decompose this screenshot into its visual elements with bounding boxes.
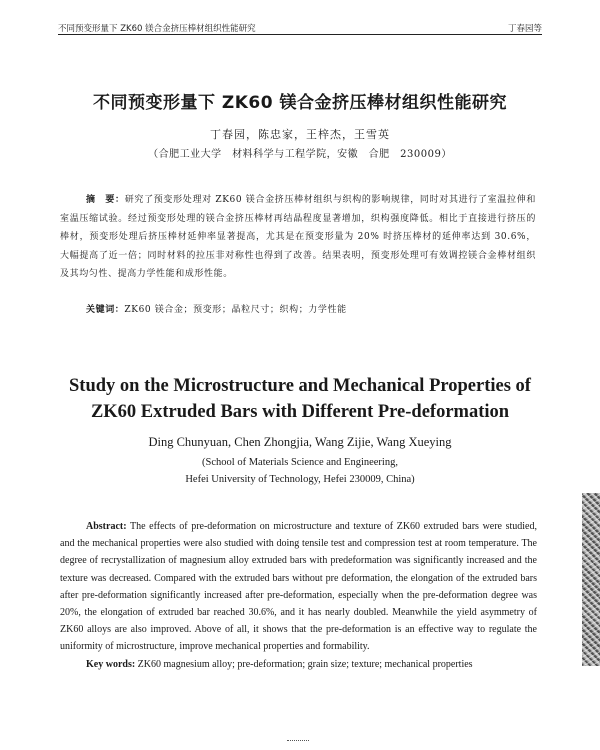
english-title-line1: Study on the Microstructure and Mechanical Properties of: [69, 376, 531, 396]
chinese-keywords: [86, 302, 536, 315]
chinese-keywords-text: ZK60 镁合金；预变形；晶粒尺寸；织构；力学性能: [124, 305, 347, 315]
english-affiliation-line1: (School of Materials Science and Engineering,: [202, 457, 398, 468]
english-abstract-text: The effects of pre-deformation on microstructure and texture of ZK60 extruded bars were studied, and the mechanical properties were also studied with doing tensile test and compression test at room temperature. The degree of recrystallization of magnesium alloy extruded bars with predeformation was significantly increased and the texture was decreased. Compared with the extruded bars without pre deformation, the elongation of the extruded bars after pre-deformation significantly increased after pre-deformation, especially when the pre-deformation degree was 20%, the elongation of extruded bar reached 30.6%, and it has nearly doubled. Meanwhile the yield asymmetry of ZK60 alloys are also improved. Above of all, it shows that the pre-deformation is an effective way to regulate the uniformity of microstructure, improve mechanical properties and formability.: [60, 521, 537, 653]
chinese-abstract-label: 摘 要：: [86, 195, 125, 205]
english-abstract: [60, 518, 537, 673]
chinese-title: 不同预变形量下 ZK60 镁合金挤压棒材组织性能研究: [93, 93, 507, 113]
english-abstract-label: Abstract:: [86, 521, 127, 532]
english-keywords-label: Key words:: [86, 658, 136, 670]
running-header: [58, 20, 542, 35]
page-footer-mark: [287, 740, 309, 743]
english-title-line2: ZK60 Extruded Bars with Different Pre-deformation: [90, 402, 510, 422]
chinese-keywords-label: 关键词：: [86, 305, 125, 315]
english-keywords: [60, 656, 537, 673]
chinese-abstract-text: 研究了预变形处理对 ZK60 镁合金挤压棒材组织与织构的影响规律，同时对其进行了室温拉伸和室温压缩试验。经过预变形处理的镁合金挤压棒材再结晶程度显著增加，织构强度降低。相比于直接进行挤压的棒材，预变形处理后挤压棒材延伸率显著提高，尤其是在预变形量为 20% 时挤压棒材的延伸率达到 30.6%，大幅提高了近一倍；同时材料的拉压非对称性也得到了改善。结果表明，预变形处理可有效调控镁合金棒材组织及其均匀性、提高力学性能和成形性能。: [60, 195, 536, 279]
english-authors: Ding Chunyuan, Chen Zhongjia, Wang Zijie, Wang Xueying: [148, 435, 452, 449]
chinese-authors: 丁春园，陈忠家，王梓杰，王雪英: [210, 128, 390, 141]
running-authors: 丁春园等: [507, 24, 542, 34]
english-affiliation: [0, 454, 600, 488]
running-title: 不同预变形量下 ZK60 镁合金挤压棒材组织性能研究: [58, 24, 256, 34]
scan-edge-artifact-overlay: [582, 493, 600, 666]
english-title: [0, 373, 600, 425]
chinese-affiliation: （合肥工业大学 材料科学与工程学院，安徽 合肥 230009）: [148, 149, 452, 160]
english-keywords-text: ZK60 magnesium alloy; pre-deformation; grain size; texture; mechanical properties: [135, 658, 473, 670]
chinese-abstract: [60, 191, 536, 284]
english-affiliation-line2: Hefei University of Technology, Hefei 230009, China): [185, 474, 415, 485]
